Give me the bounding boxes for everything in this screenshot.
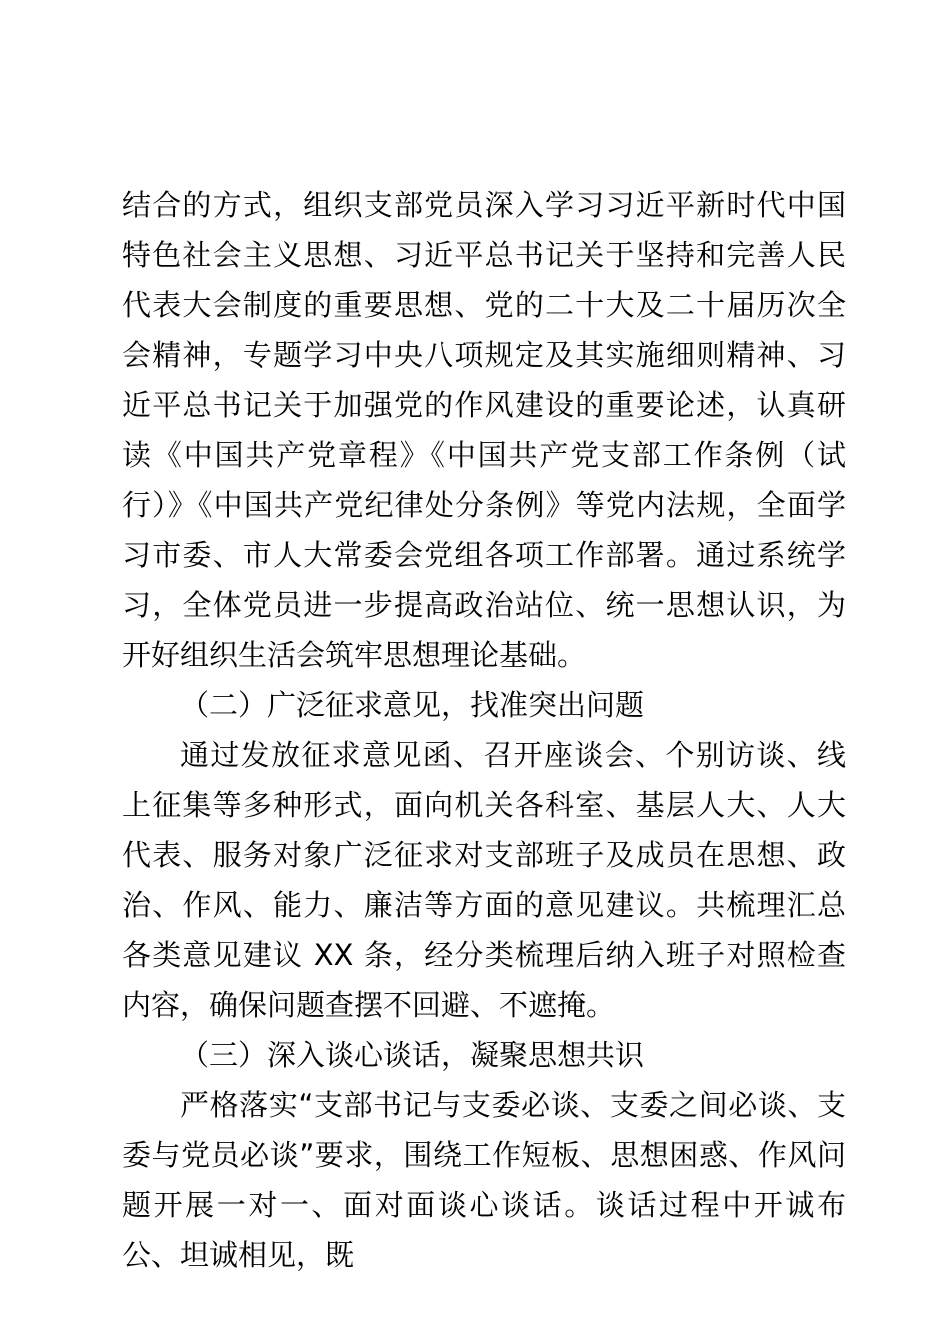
paragraph-heart-to-heart-talks: 严格落实“支部书记与支委必谈、支委之间必谈、支委与党员必谈”要求，围绕工作短板、思想困惑、作风问题开展一对一、面对面谈心谈话。谈话过程中开诚布公、坦诚相见，既 — [122, 1088, 846, 1272]
paragraph-study-continuation: 结合的方式，组织支部党员深入学习习近平新时代中国特色社会主义思想、习近平总书记关于坚持和完善人民代表大会制度的重要思想、党的二十大及二十届历次全会精神，专题学习中央八项规定及其实施细则精神、习近平总书记关于加强党的作风建设的重要论述，认真研读《中国共产党章程》《中国共产党支部工作条例（试行）》《中国共产党纪律处分条例》等党内法规，全面学习市委、市人大常委会党组各项工作部署。通过系统学习，全体党员进一步提高政治站位、统一思想认识，为开好组织生活会筑牢思想理论基础。 — [122, 188, 846, 672]
paragraph-solicit-opinions: 通过发放征求意见函、召开座谈会、个别访谈、线上征集等多种形式，面向机关各科室、基层人大、人大代表、服务对象广泛征求对支部班子及成员在思想、政治、作风、能力、廉洁等方面的意见建议。共梳理汇总各类意见建议 XX 条，经分类梳理后纳入班子对照检查内容，确保问题查摆不回避、不遮掩。 — [122, 738, 846, 1022]
section-heading-3: （三）深入谈心谈话，凝聚思想共识 — [180, 1038, 645, 1072]
section-heading-2: （二）广泛征求意见，找准突出问题 — [180, 688, 645, 722]
document-text-block — [122, 180, 846, 1280]
